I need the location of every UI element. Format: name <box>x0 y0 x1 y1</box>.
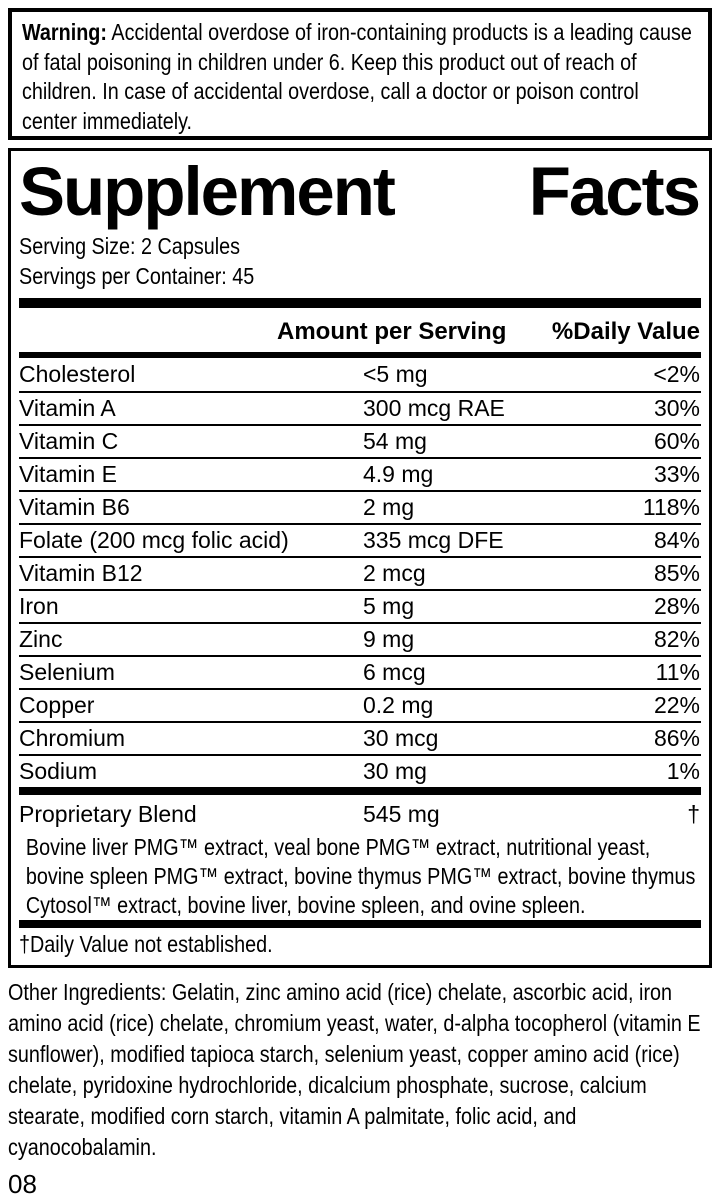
warning-body: Accidental overdose of iron-containing products is a leading cause of fatal poisoning in children under 6. Keep this product out of reach of children. In case of accidental overdose, call a doctor or poison control center immediately. <box>22 19 692 134</box>
nutrient-amount: 54 mg <box>363 428 427 454</box>
nutrient-name: Iron <box>19 593 59 619</box>
proprietary-blend-description: Bovine liver PMG™ extract, veal bone PMG™ extract, nutritional yeast, bovine spleen PMG™ extract, bovine thymus PMG™ extract, bovine thymus Cytosol™ extract, bovine liver, bovine spleen, and ovine spleen. <box>25 834 696 918</box>
warning-text <box>22 18 696 136</box>
nutrient-dv: 85% <box>653 560 700 586</box>
divider-bar-heavy-2 <box>19 920 701 928</box>
nutrient-amount: 335 mcg DFE <box>363 527 504 553</box>
warning-box <box>8 8 712 140</box>
nutrient-dv: 118% <box>642 494 700 520</box>
proprietary-blend-row <box>19 795 701 833</box>
nutrient-amount: 5 mg <box>363 593 415 619</box>
nutrient-dv: 30% <box>653 395 700 421</box>
nutrient-dv: 33% <box>653 461 700 487</box>
nutrient-amount: 30 mcg <box>363 725 439 751</box>
nutrient-name: Vitamin B12 <box>19 560 143 586</box>
nutrient-dv: <2% <box>653 361 700 387</box>
nutrient-name: Cholesterol <box>19 361 136 387</box>
proprietary-blend-name: Proprietary Blend <box>19 800 197 827</box>
table-row <box>19 490 701 523</box>
panel-title <box>19 155 699 229</box>
table-row <box>19 523 701 556</box>
nutrient-amount: 300 mcg RAE <box>363 395 505 421</box>
nutrient-amount: 9 mg <box>363 626 415 652</box>
nutrient-amount: 30 mg <box>363 758 427 784</box>
proprietary-blend-dv: † <box>687 800 700 827</box>
page-code: 08 <box>8 1169 37 1199</box>
nutrient-name: Vitamin C <box>19 428 119 454</box>
nutrient-name: Sodium <box>19 758 97 784</box>
nutrient-name: Selenium <box>19 659 115 685</box>
other-ingredients: Other Ingredients: Gelatin, zinc amino acid (rice) chelate, ascorbic acid, iron amino acid (rice) chelate, chromium yeast, water, d-alpha tocopherol (vitamin E sunflower), modified tapioca starch, selenium yeast, copper amino acid (rice) chelate, pyridoxine hydrochloride, dicalcium phosphate, sucrose, calcium stearate, modified corn starch, vitamin A palmitate, folic acid, and cyanocobalamin. <box>8 979 701 1160</box>
table-row <box>19 655 701 688</box>
nutrient-amount: 2 mg <box>363 494 415 520</box>
table-row <box>19 754 701 787</box>
panel-title-word-2: Facts <box>528 153 699 230</box>
servings-per-container: Servings per Container: 45 <box>19 263 255 289</box>
nutrient-dv: 82% <box>653 626 700 652</box>
nutrient-name: Vitamin B6 <box>19 494 130 520</box>
nutrient-dv: 60% <box>653 428 700 454</box>
panel-title-word-1: Supplement <box>19 153 394 230</box>
table-row <box>19 622 701 655</box>
divider-bar-heavy <box>19 787 701 795</box>
nutrient-name: Copper <box>19 692 95 718</box>
nutrient-amount: 2 mcg <box>363 560 426 586</box>
nutrient-rows <box>19 358 701 787</box>
divider-bar-thick <box>19 298 701 308</box>
table-row <box>19 688 701 721</box>
nutrient-amount: 6 mcg <box>363 659 426 685</box>
nutrient-amount: 0.2 mg <box>363 692 434 718</box>
nutrient-name: Zinc <box>19 626 63 652</box>
warning-label: Warning: <box>22 19 107 45</box>
table-header <box>19 308 701 352</box>
table-row <box>19 589 701 622</box>
amount-per-serving-header: Amount per Serving <box>277 318 507 345</box>
table-row <box>19 721 701 754</box>
supplement-facts-panel <box>8 148 712 968</box>
proprietary-blend-amount: 545 mg <box>363 800 440 827</box>
nutrient-dv: 22% <box>653 692 700 718</box>
nutrient-name: Chromium <box>19 725 126 751</box>
nutrient-dv: 28% <box>653 593 700 619</box>
table-row <box>19 424 701 457</box>
nutrient-dv: 84% <box>653 527 700 553</box>
nutrient-dv: 86% <box>653 725 700 751</box>
nutrient-amount: <5 mg <box>363 361 428 387</box>
table-row <box>19 391 701 424</box>
nutrient-dv: 11% <box>655 659 700 685</box>
daily-value-header: %Daily Value <box>551 318 700 345</box>
nutrient-name: Folate (200 mcg folic acid) <box>19 527 289 553</box>
table-row <box>19 358 701 391</box>
table-row <box>19 457 701 490</box>
nutrient-amount: 4.9 mg <box>363 461 434 487</box>
nutrient-name: Vitamin E <box>19 461 118 487</box>
table-row <box>19 556 701 589</box>
daily-value-footnote: †Daily Value not established. <box>19 931 273 957</box>
serving-size: Serving Size: 2 Capsules <box>19 233 240 259</box>
nutrient-name: Vitamin A <box>19 395 116 421</box>
nutrient-dv: 1% <box>666 758 700 784</box>
